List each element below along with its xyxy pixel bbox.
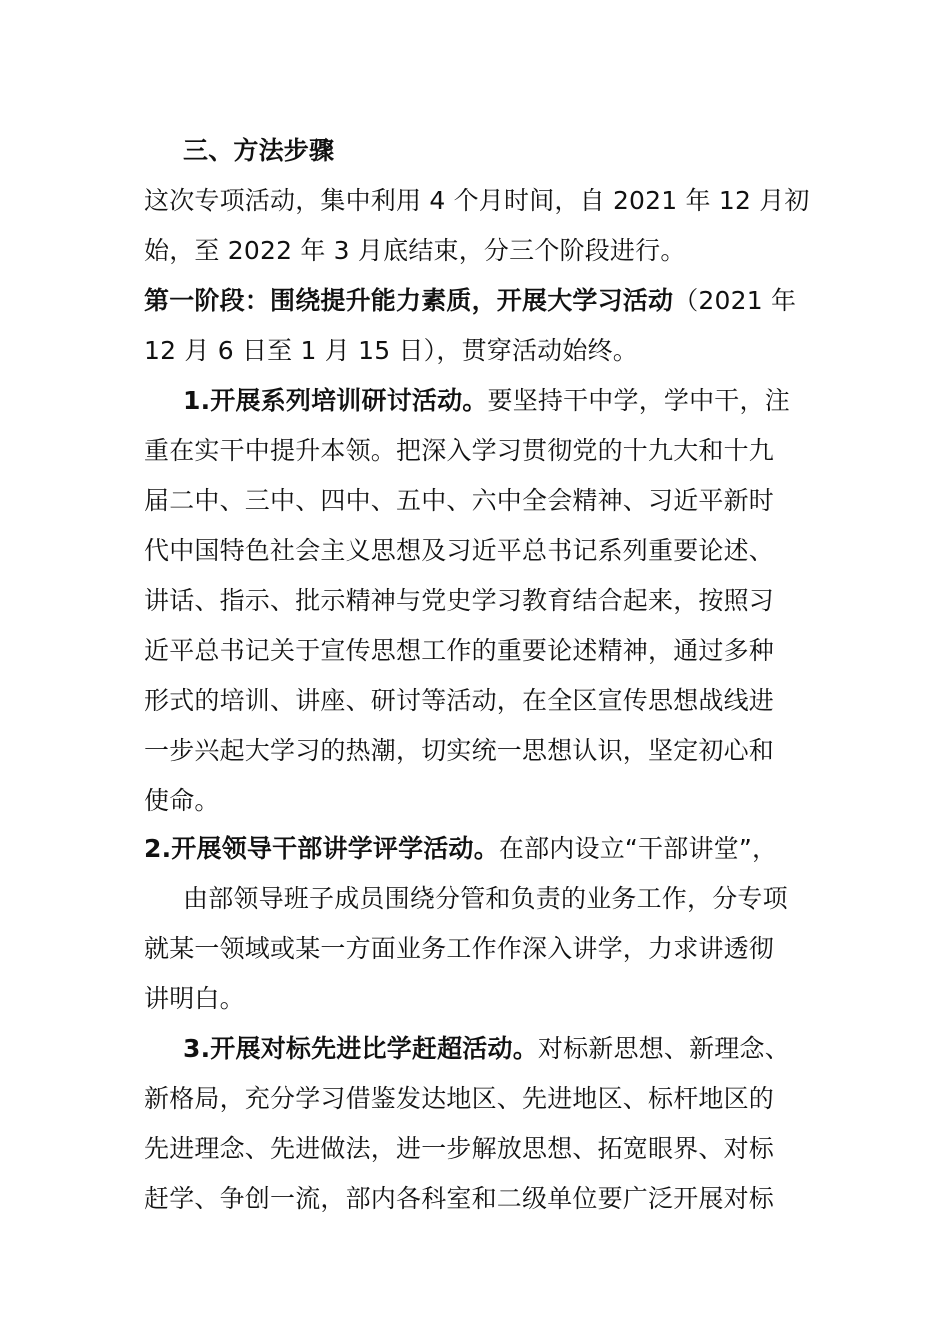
item1-line: 重在实干中提升本领。把深入学习贯彻党的十九大和十九 [144, 436, 775, 465]
item2-text: 在部内设立“干部讲堂”， [498, 834, 778, 863]
phase1-line: 12 月 6 日至 1 月 15 日），贯穿活动始终。 [144, 336, 638, 365]
phase1-line [144, 286, 796, 316]
item2-line [144, 834, 777, 864]
item1-line: 届二中、三中、四中、五中、六中全会精神、习近平新时 [144, 486, 775, 515]
item2-line: 由部领导班子成员围绕分管和负责的业务工作，分专项 [183, 884, 788, 913]
item3-line: 先进理念、先进做法，进一步解放思想、拓宽眼界、对标 [144, 1134, 775, 1163]
item2-line: 讲明白。 [144, 984, 245, 1013]
item1-line: 一步兴起大学习的热潮，切实统一思想认识，坚定初心和 [144, 736, 775, 765]
item2-line: 就某一领域或某一方面业务工作作深入讲学，力求讲透彻 [144, 934, 775, 963]
item1-title: 1.开展系列培训研讨活动。 [183, 386, 488, 415]
item1-line: 代中国特色社会主义思想及习近平总书记系列重要论述、 [144, 536, 775, 565]
intro-line: 始，至 2022 年 3 月底结束，分三个阶段进行。 [144, 236, 686, 265]
section-heading: 三、方法步骤 [183, 136, 335, 165]
item3-line: 赶学、争创一流，部内各科室和二级单位要广泛开展对标 [144, 1184, 775, 1213]
item3-line [183, 1034, 790, 1064]
item3-line: 新格局，充分学习借鉴发达地区、先进地区、标杆地区的 [144, 1084, 775, 1113]
item1-line: 形式的培训、讲座、研讨等活动，在全区宣传思想战线进 [144, 686, 775, 715]
item3-text: 对标新思想、新理念、 [537, 1034, 790, 1063]
item3-title: 3.开展对标先进比学赶超活动。 [183, 1034, 538, 1063]
phase1-date-start: （2021 年 [673, 286, 797, 315]
item2-title: 2.开展领导干部讲学评学活动。 [144, 834, 499, 863]
item1-line: 使命。 [144, 786, 220, 815]
item1-line: 讲话、指示、批示精神与党史学习教育结合起来，按照习 [144, 586, 775, 615]
item1-text: 要坚持干中学，学中干，注 [487, 386, 790, 415]
item1-line [183, 386, 790, 416]
phase1-title: 第一阶段：围绕提升能力素质，开展大学习活动 [144, 286, 674, 315]
intro-line: 这次专项活动，集中利用 4 个月时间，自 2021 年 12 月初 [144, 186, 810, 215]
item1-line: 近平总书记关于宣传思想工作的重要论述精神，通过多种 [144, 636, 775, 665]
